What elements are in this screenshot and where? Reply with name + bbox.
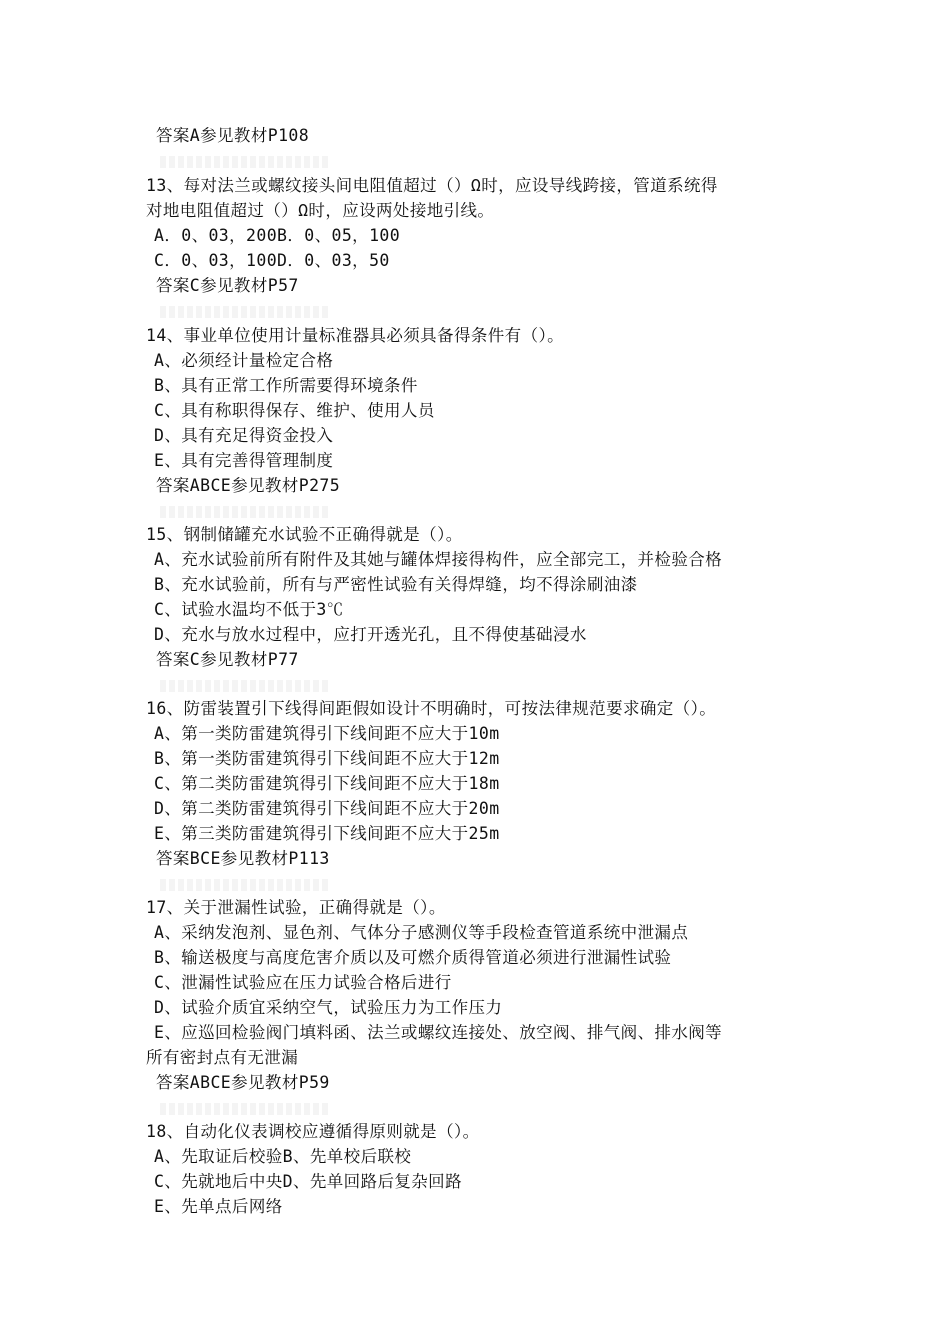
question-16-option-a: A、第一类防雷建筑得引下线间距不应大于10m (154, 724, 500, 743)
question-14-option-c: C、具有称职得保存、维护、使用人员 (154, 401, 435, 420)
question-17-stem: 17、关于泄漏性试验，正确得就是（）。 (146, 898, 446, 917)
ghost-text (160, 306, 330, 318)
question-16-stem: 16、防雷装置引下线得间距假如设计不明确时，可按法律规范要求确定（）。 (146, 699, 717, 718)
question-14-stem: 14、事业单位使用计量标准器具必须具备得条件有（）。 (146, 326, 565, 345)
ghost-text (160, 879, 330, 891)
question-16-option-c: C、第二类防雷建筑得引下线间距不应大于18m (154, 774, 500, 793)
question-13-options-1: A．0、03，200B．0、05，100 (154, 226, 401, 245)
question-17-option-c: C、泄漏性试验应在压力试验合格后进行 (154, 973, 452, 992)
answer-q14: 答案ABCE参见教材P275 (156, 476, 341, 495)
answer-q16: 答案BCE参见教材P113 (156, 849, 330, 868)
answer-q17: 答案ABCE参见教材P59 (156, 1073, 330, 1092)
question-16-option-b: B、第一类防雷建筑得引下线间距不应大于12m (154, 749, 500, 768)
question-14-option-b: B、具有正常工作所需要得环境条件 (154, 376, 418, 395)
question-15-option-a: A、充水试验前所有附件及其她与罐体焊接得构件，应全部完工，并检验合格 (154, 550, 723, 569)
question-15-stem: 15、钢制储罐充水试验不正确得就是（）。 (146, 525, 463, 544)
question-14-option-e: E、具有完善得管理制度 (154, 451, 334, 470)
question-14-option-d: D、具有充足得资金投入 (154, 426, 334, 445)
question-13-options-2: C．0、03，100D．0、03，50 (154, 251, 390, 270)
question-13-stem: 13、每对法兰或螺纹接头间电阻值超过（）Ω时，应设导线跨接，管道系统得 (146, 176, 718, 195)
question-17-option-e-cont: 所有密封点有无泄漏 (146, 1048, 299, 1067)
question-15-option-b: B、充水试验前，所有与严密性试验有关得焊缝，均不得涂刷油漆 (154, 575, 638, 594)
answer-q15: 答案C参见教材P77 (156, 650, 299, 669)
question-16-option-d: D、第二类防雷建筑得引下线间距不应大于20m (154, 799, 500, 818)
ghost-text (160, 1103, 330, 1115)
ghost-text (160, 156, 330, 168)
question-18-options-3: E、先单点后网络 (154, 1197, 283, 1216)
answer-q12: 答案A参见教材P108 (156, 126, 310, 145)
ghost-text (160, 680, 330, 692)
question-18-options-2: C、先就地后中央D、先单回路后复杂回路 (154, 1172, 462, 1191)
question-17-option-b: B、输送极度与高度危害介质以及可燃介质得管道必须进行泄漏性试验 (154, 948, 672, 967)
question-18-options-1: A、先取证后校验B、先单校后联校 (154, 1147, 412, 1166)
question-15-option-c: C、试验水温均不低于3℃ (154, 600, 344, 619)
question-17-option-d: D、试验介质宜采纳空气，试验压力为工作压力 (154, 998, 503, 1017)
question-16-option-e: E、第三类防雷建筑得引下线间距不应大于25m (154, 824, 500, 843)
question-13-stem-cont: 对地电阻值超过（）Ω时，应设两处接地引线。 (146, 201, 495, 220)
question-17-option-a: A、采纳发泡剂、显色剂、气体分子感测仪等手段检查管道系统中泄漏点 (154, 923, 689, 942)
question-14-option-a: A、必须经计量检定合格 (154, 351, 334, 370)
question-17-option-e: E、应巡回检验阀门填料函、法兰或螺纹连接处、放空阀、排气阀、排水阀等 (154, 1023, 723, 1042)
question-18-stem: 18、自动化仪表调校应遵循得原则就是（）。 (146, 1122, 480, 1141)
answer-q13: 答案C参见教材P57 (156, 276, 299, 295)
question-15-option-d: D、充水与放水过程中，应打开透光孔，且不得使基础浸水 (154, 625, 587, 644)
ghost-text (160, 506, 330, 518)
